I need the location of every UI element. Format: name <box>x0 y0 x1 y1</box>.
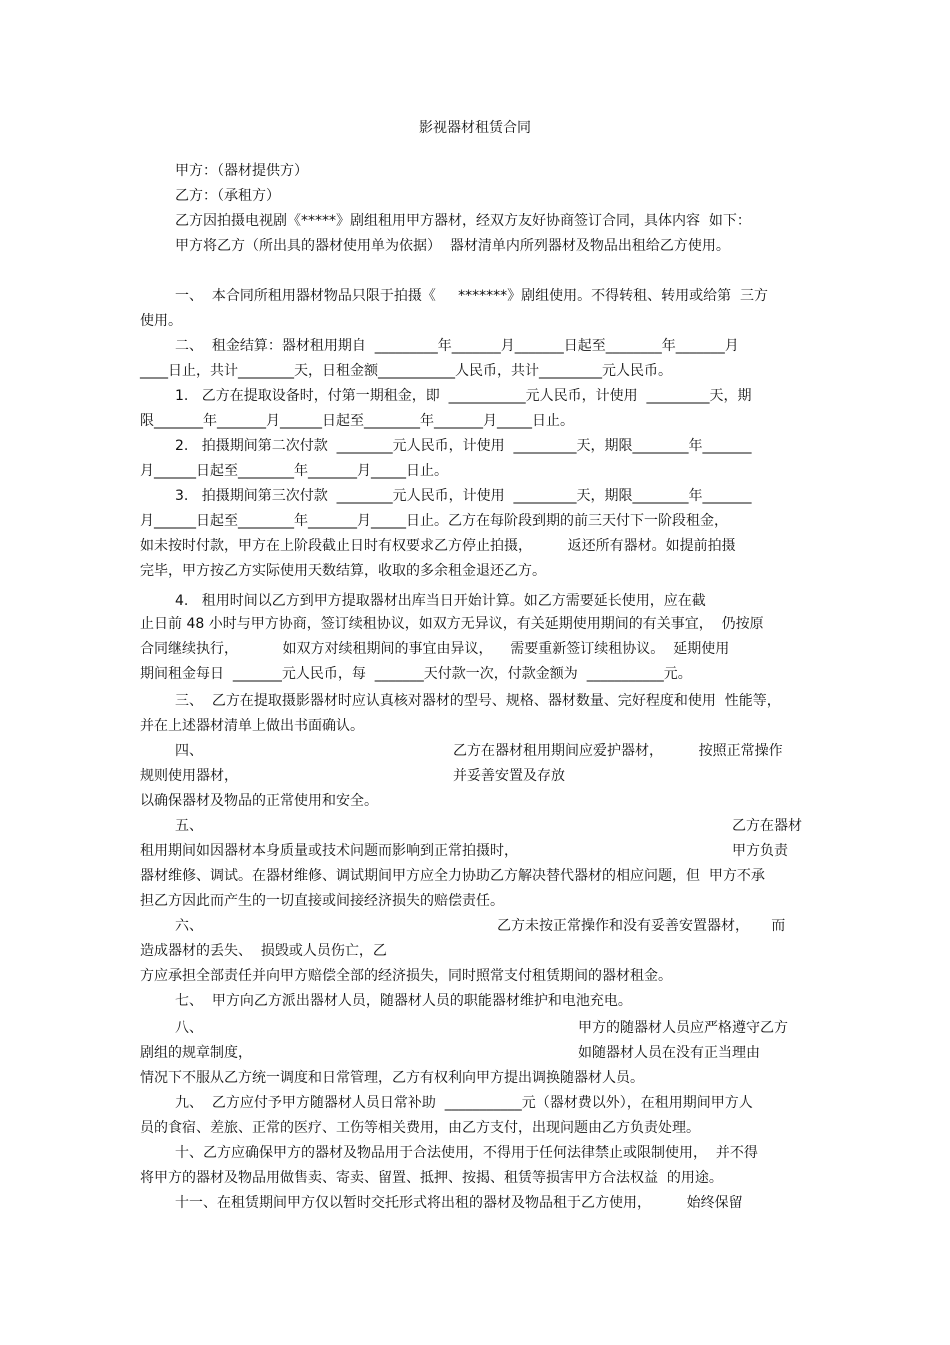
text-line: 合同继续执行， 如双方对续租期间的事宜由异议， 需要重新签订续租协议。 延期使用 <box>140 641 730 657</box>
text-line: 如随器材人员在没有正当理由 <box>578 1045 760 1061</box>
text-line: 八、 <box>175 1020 203 1036</box>
text-line: 甲方将乙方（所出具的器材使用单为依据） 器材清单内所列器材及物品出租给乙方使用。 <box>175 238 730 254</box>
text-line: 六、 <box>175 918 203 934</box>
text-line: 并在上述器材清单上做出书面确认。 <box>140 718 364 734</box>
text-line: 月______日起至________年_______月_____日止。 <box>140 463 448 479</box>
text-line: 员的食宿、差旅、正常的医疗、工伤等相关费用，由乙方支付，出现问题由乙方负责处理。 <box>140 1120 700 1136</box>
text-line: 剧组的规章制度， <box>140 1045 252 1061</box>
text-line: 一、 本合同所租用器材物品只限于拍摄《 *******》剧组使用。不得转租、转用或给第 三方 <box>175 288 769 304</box>
text-line: 造成器材的丢失、 损毁或人员伤亡，乙 <box>140 943 387 959</box>
text-line: 规则使用器材， <box>140 768 238 784</box>
text-line: 乙方：（承租方） <box>175 188 280 204</box>
text-line: 甲方的随器材人员应严格遵守乙方 <box>578 1020 788 1036</box>
text-line: 九、 乙方应付予甲方随器材人员日常补助 ___________元（器材费以外），在租用期间甲方人 <box>175 1095 753 1111</box>
text-line: 担乙方因此而产生的一切直接或间接经济损失的赔偿责任。 <box>140 893 504 909</box>
text-line: 并妥善安置及存放 <box>453 768 565 784</box>
text-line: 以确保器材及物品的正常使用和安全。 <box>140 793 378 809</box>
text-line: 3. 拍摄期间第三次付款 ________元人民币，计使用 _________天，期限________年_______ <box>175 488 752 504</box>
text-line: 五、 <box>175 818 203 834</box>
text-line: 甲方负责 <box>732 843 788 859</box>
text-line: 如未按时付款，甲方在上阶段截止日时有权要求乙方停止拍摄， 返还所有器材。如提前拍摄 <box>140 538 736 554</box>
text-line: 止日前 48 小时与甲方协商，签订续租协议，如双方无异议，有关延期使用期间的有关事宜， 仍按原 <box>140 616 764 632</box>
document-title: 影视器材租赁合同 <box>419 120 531 136</box>
text-line: 4. 租用时间以乙方到甲方提取器材出库当日开始计算。如乙方需要延长使用，应在截 <box>175 593 706 609</box>
text-line: 限_______年_______月______日起至________年_______月_____日止。 <box>140 413 574 429</box>
text-line: 月______日起至________年_______月_____日止。乙方在每阶段到期的前三天付下一阶段租金， <box>140 513 728 529</box>
text-line: 四、 <box>175 743 203 759</box>
text-line: 租用期间如因器材本身质量或技术问题而影响到正常拍摄时， <box>140 843 518 859</box>
text-line: 乙方在器材 <box>732 818 802 834</box>
text-line: 期间租金每日 _______元人民币，每 _______天付款一次，付款金额为 ___________元。 <box>140 666 692 682</box>
text-line: 完毕，甲方按乙方实际使用天数结算，收取的多余租金退还乙方。 <box>140 563 546 579</box>
text-line: 方应承担全部责任并向甲方赔偿全部的经济损失，同时照常支付租赁期间的器材租金。 <box>140 968 672 984</box>
text-line: 使用。 <box>140 313 182 329</box>
text-line: 十、乙方应确保甲方的器材及物品用于合法使用，不得用于任何法律禁止或限制使用， 并不得 <box>175 1145 758 1161</box>
text-line: 乙方在器材租用期间应爱护器材， 按照正常操作 <box>453 743 783 759</box>
text-line: 乙方未按正常操作和没有妥善安置器材， 而 <box>497 918 786 934</box>
text-line: 情况下不服从乙方统一调度和日常管理，乙方有权利向甲方提出调换随器材人员。 <box>140 1070 644 1086</box>
text-line: 二、 租金结算：器材租用期自 _________年_______月_______日起至________年_______月 <box>175 338 739 354</box>
text-line: 十一、在租赁期间甲方仅以暂时交托形式将出租的器材及物品租于乙方使用， 始终保留 <box>175 1195 743 1211</box>
text-line: 1. 乙方在提取设备时，付第一期租金，即 ___________元人民币，计使用 _________天，期 <box>175 388 752 404</box>
text-line: ____日止，共计________天，日租金额___________人民币，共计_________元人民币。 <box>140 363 672 379</box>
text-line: 器材维修、调试。在器材维修、调试期间甲方应全力协助乙方解决替代器材的相应问题，但 甲方不承 <box>140 868 765 884</box>
text-line: 甲方：（器材提供方） <box>175 163 308 179</box>
text-line: 将甲方的器材及物品用做售卖、寄卖、留置、抵押、按揭、租赁等损害甲方合法权益 的用途。 <box>140 1170 723 1186</box>
text-line: 三、 乙方在提取摄影器材时应认真核对器材的型号、规格、器材数量、完好程度和使用 性能等， <box>175 693 781 709</box>
text-line: 七、 甲方向乙方派出器材人员，随器材人员的职能器材维护和电池充电。 <box>175 993 632 1009</box>
text-line: 乙方因拍摄电视剧《*****》剧组租用甲方器材，经双方友好协商签订合同，具体内容 如下： <box>175 213 751 229</box>
text-line: 2. 拍摄期间第二次付款 ________元人民币，计使用 _________天，期限________年_______ <box>175 438 752 454</box>
